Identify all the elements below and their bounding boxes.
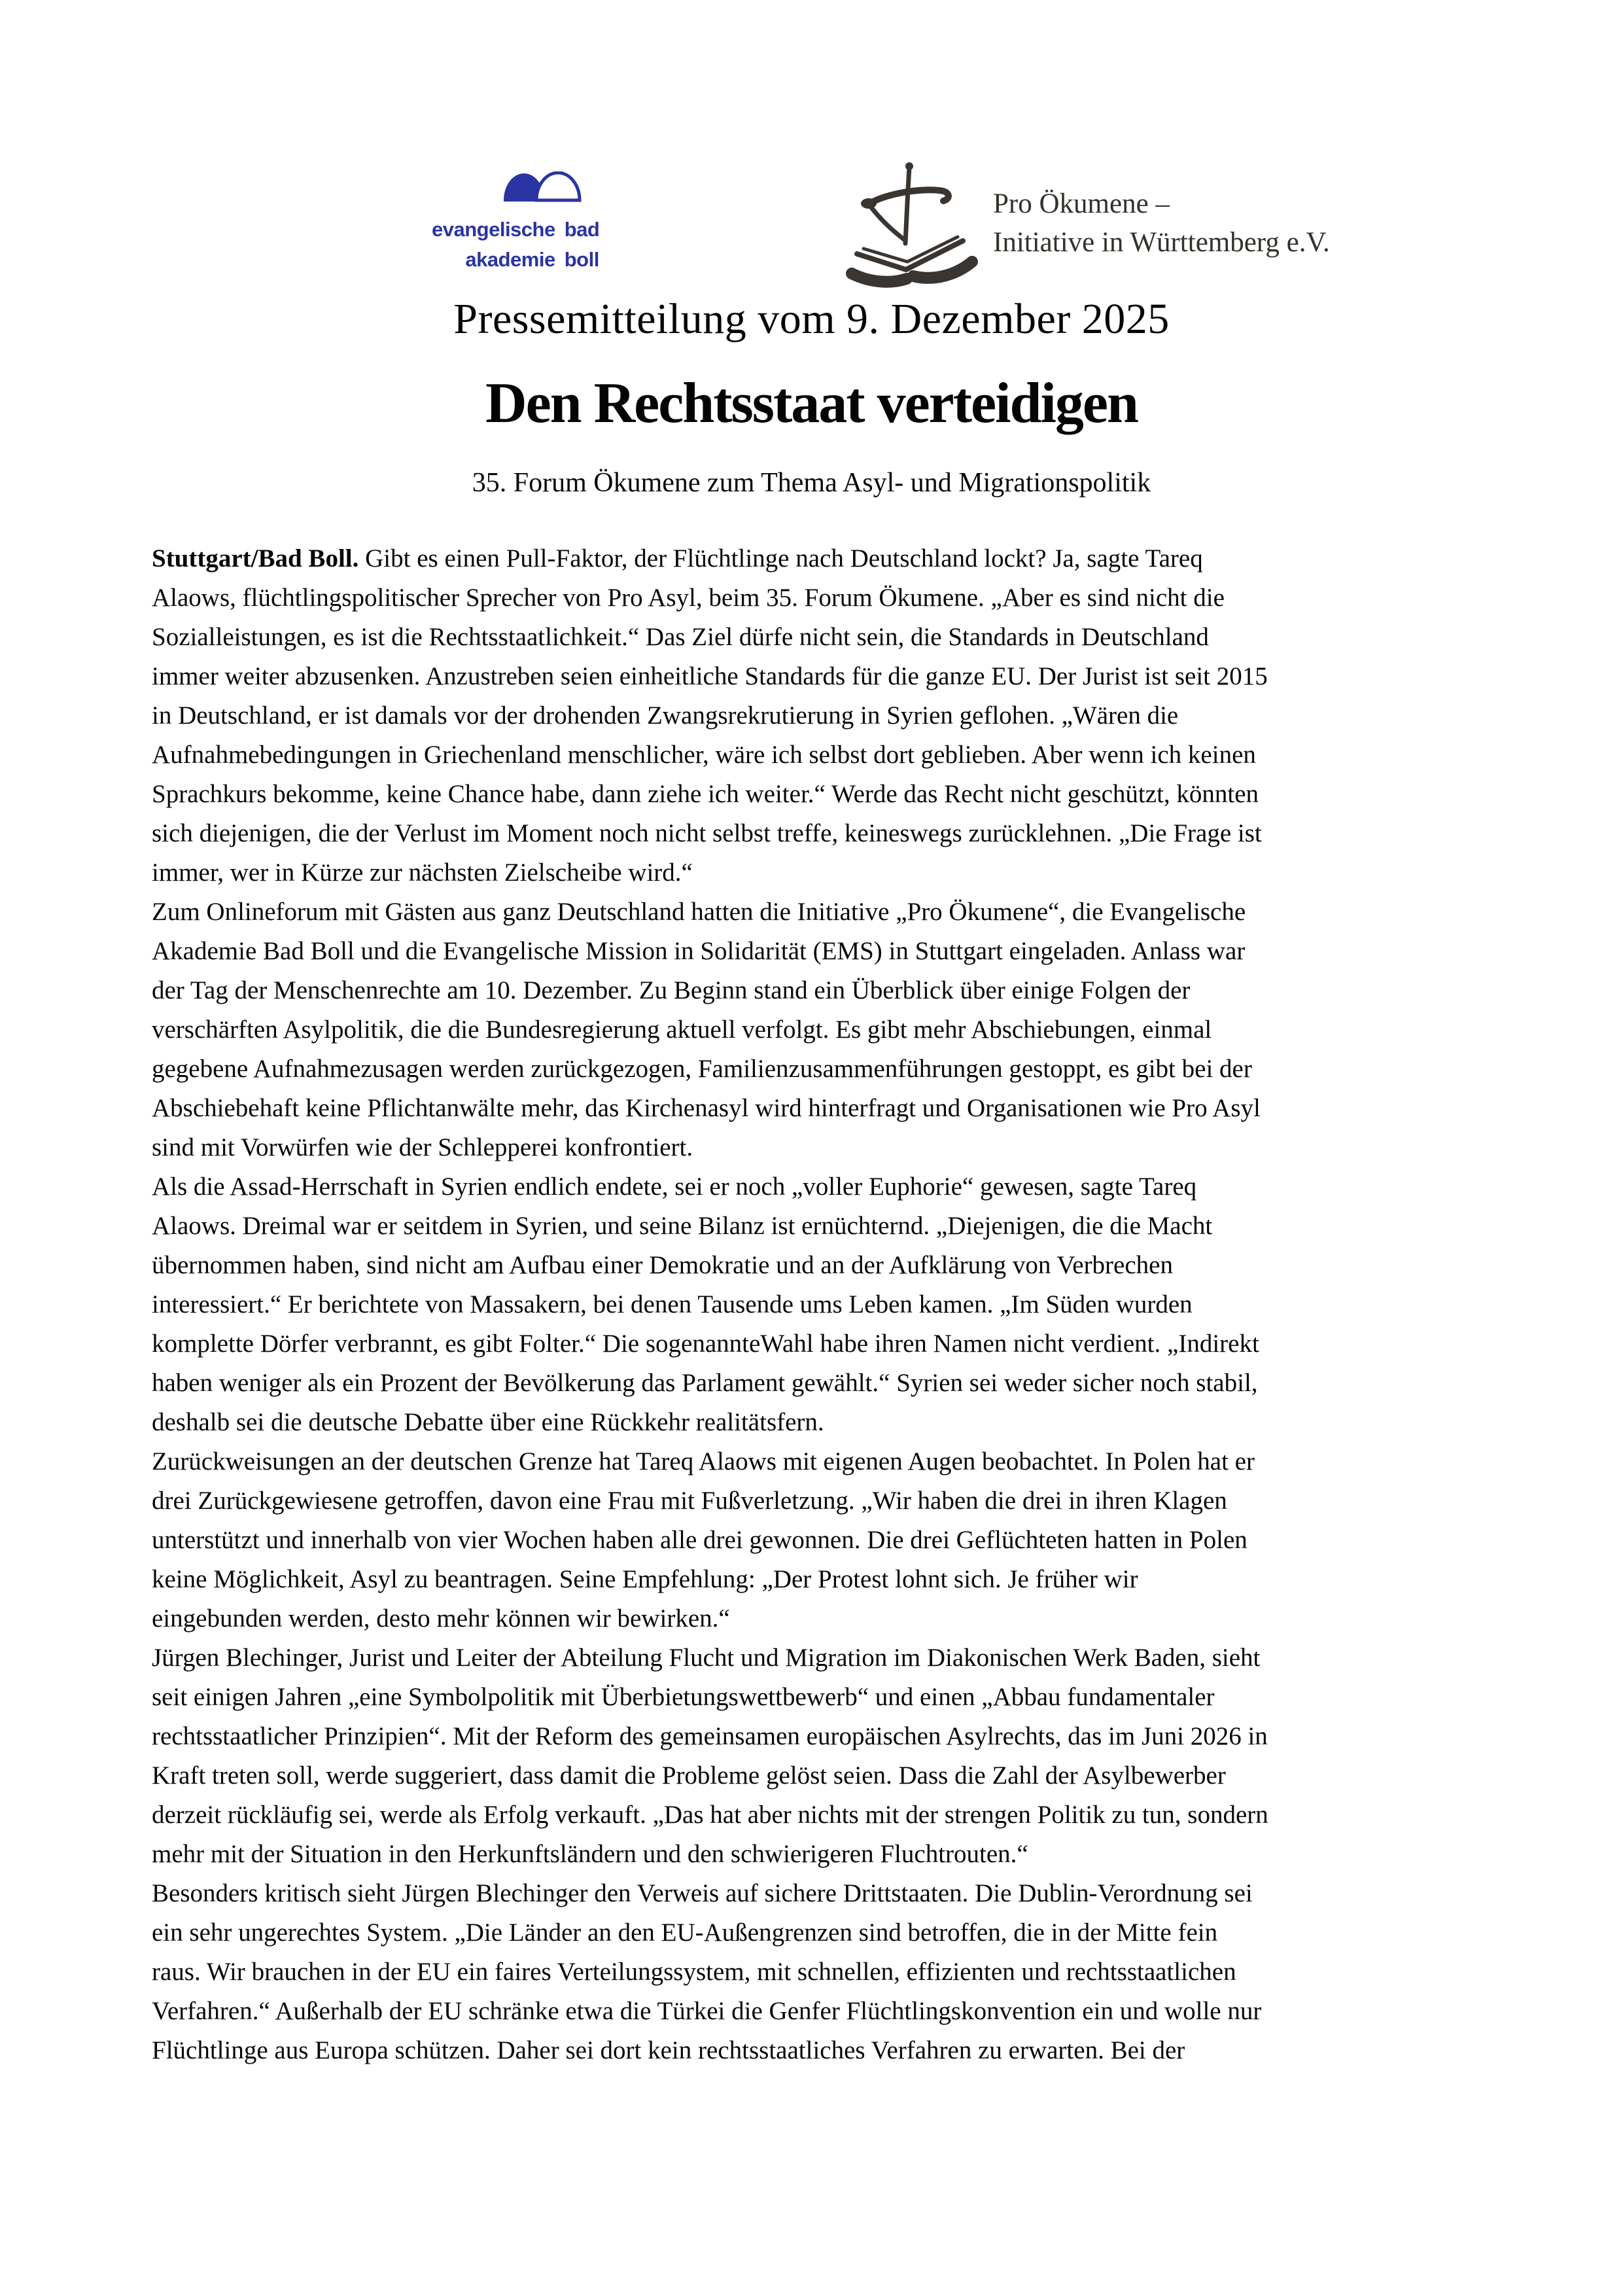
body-line: deshalb sei die deutsche Debatte über eine Rückkehr realitätsfern.	[152, 1408, 824, 1436]
body-line: eingebunden werden, desto mehr können wir bewirken.“	[152, 1604, 730, 1633]
body-line: drei Zurückgewiesene getroffen, davon eine Frau mit Fußverletzung. „Wir haben die drei in ihren Klagen	[152, 1487, 1227, 1515]
body-line: Akademie Bad Boll und die Evangelische Mission in Solidarität (EMS) in Stuttgart eingeladen. Anlass war	[152, 937, 1246, 965]
body-line: Aufnahmebedingungen in Griechenland menschlicher, wäre ich selbst dort geblieben. Aber wenn ich keinen	[152, 741, 1256, 769]
body-line: Abschiebehaft keine Pflichtanwälte mehr, das Kirchenasyl wird hinterfragt und Organisationen wie Pro Asyl	[152, 1094, 1261, 1122]
article-body	[152, 539, 1480, 2070]
body-line: rechtsstaatlicher Prinzipien“. Mit der Reform des gemeinsamen europäischen Asylrechts, das im Juni 2026 in	[152, 1722, 1268, 1750]
body-line: Alaows. Dreimal war er seitdem in Syrien, und seine Bilanz ist ernüchternd. „Diejenigen, die die Macht	[152, 1212, 1213, 1240]
dateline: Pressemitteilung vom 9. Dezember 2025	[453, 295, 1170, 343]
body-line: mehr mit der Situation in den Herkunftsländern und den schwierigeren Fluchtrouten.“	[152, 1840, 1028, 1868]
body-line: Sprachkurs bekomme, keine Chance habe, dann ziehe ich weiter.“ Werde das Recht nicht geschützt, könnten	[152, 780, 1259, 808]
logo-word: bad	[564, 218, 600, 241]
body-lead-text: Gibt es einen Pull-Faktor, der Flüchtlinge nach Deutschland lockt? Ja, sagte Tareq	[358, 544, 1203, 573]
body-line: haben weniger als ein Prozent der Bevölkerung das Parlament gewählt.“ Syrien sei weder sicher noch stabil,	[152, 1369, 1258, 1397]
body-line: Verfahren.“ Außerhalb der EU schränke etwa die Türkei die Genfer Flüchtlingskonvention ein und wolle nur	[152, 1997, 1262, 2025]
body-line: in Deutschland, er ist damals vor der drohenden Zwangsrekrutierung in Syrien geflohen. „Wären die	[152, 701, 1179, 730]
body-line: seit einigen Jahren „eine Symbolpolitik mit Überbietungswettbewerb“ und einen „Abbau fundamentaler	[152, 1683, 1215, 1711]
body-line: Zum Onlineforum mit Gästen aus ganz Deutschland hatten die Initiative „Pro Ökumene“, die Evangelische	[152, 898, 1246, 926]
body-line: sind mit Vorwürfen wie der Schlepperei konfrontiert.	[152, 1133, 693, 1161]
boat-with-cross-icon	[844, 157, 985, 291]
body-line: sich diejenigen, die der Verlust im Moment noch nicht selbst treffe, keineswegs zurücklehnen. „Die Frage ist	[152, 819, 1262, 847]
body-line: Jürgen Blechinger, Jurist und Leiter der Abteilung Flucht und Migration im Diakonischen Werk Baden, sieht	[152, 1644, 1261, 1672]
logo-word: evangelische	[432, 218, 555, 241]
body-line: Zurückweisungen an der deutschen Grenze hat Tareq Alaows mit eigenen Augen beobachtet. In Polen hat er	[152, 1447, 1255, 1475]
body-line: übernommen haben, sind nicht am Aufbau einer Demokratie und an der Aufklärung von Verbrechen	[152, 1251, 1173, 1279]
dateline-lead-label: Stuttgart/Bad Boll.	[152, 544, 359, 573]
body-line: verschärften Asylpolitik, die die Bundesregierung aktuell verfolgt. Es gibt mehr Abschiebungen, einmal	[152, 1016, 1212, 1044]
page-title: Den Rechtsstaat verteidigen	[485, 372, 1138, 435]
body-line: immer, wer in Kürze zur nächsten Zielscheibe wird.“	[152, 858, 693, 887]
body-lines	[152, 578, 1480, 2070]
logo-line: Pro Ökumene –	[993, 188, 1170, 219]
body-line: keine Möglichkeit, Asyl zu beantragen. Seine Empfehlung: „Der Protest lohnt sich. Je früher wir	[152, 1565, 1138, 1593]
body-line: Kraft treten soll, werde suggeriert, dass damit die Probleme gelöst seien. Dass die Zahl der Asylbewerber	[152, 1761, 1226, 1790]
body-line: Sozialleistungen, es ist die Rechtsstaatlichkeit.“ Das Ziel dürfe nicht sein, die Standards in Deutschland	[152, 623, 1209, 651]
logo-word: akademie	[465, 248, 555, 271]
body-line: derzeit rückläufig sei, werde als Erfolg verkauft. „Das hat aber nichts mit der strengen Politik zu tun, sondern	[152, 1801, 1268, 1829]
body-line: komplette Dörfer verbrannt, es gibt Folter.“ Die sogenannteWahl habe ihren Namen nicht verdient. „Indirekt	[152, 1330, 1259, 1358]
logo-line: Initiative in Württemberg e.V.	[993, 227, 1330, 258]
body-line: Flüchtlinge aus Europa schützen. Daher sei dort kein rechtsstaatliches Verfahren zu erwarten. Bei der	[152, 2036, 1185, 2064]
body-lead-line	[152, 539, 1480, 578]
pro-oekumene-logo-text	[993, 185, 1451, 262]
body-line: unterstützt und innerhalb von vier Wochen haben alle drei gewonnen. Die drei Geflüchteten hatten in Polen	[152, 1526, 1248, 1554]
body-line: der Tag der Menschenrechte am 10. Dezember. Zu Beginn stand ein Überblick über einige Folgen der	[152, 976, 1191, 1004]
body-line: Besonders kritisch sieht Jürgen Blechinger den Verweis auf sichere Drittstaaten. Die Dublin-Verordnung sei	[152, 1879, 1253, 1907]
subtitle: 35. Forum Ökumene zum Thema Asyl- und Migrationspolitik	[472, 468, 1151, 498]
body-line: gegebene Aufnahmezusagen werden zurückgezogen, Familienzusammenführungen gestoppt, es gibt bei der	[152, 1055, 1252, 1083]
body-line: raus. Wir brauchen in der EU ein faires Verteilungssystem, mit schnellen, effizienten und rechtsstaatlichen	[152, 1958, 1236, 1986]
body-line: Alaows, flüchtlingspolitischer Sprecher von Pro Asyl, beim 35. Forum Ökumene. „Aber es sind nicht die	[152, 584, 1225, 612]
body-line: interessiert.“ Er berichtete von Massakern, bei denen Tausende ums Leben kamen. „Im Süden wurden	[152, 1290, 1193, 1318]
logo-word: boll	[564, 248, 599, 271]
body-line: Als die Assad-Herrschaft in Syrien endlich endete, sei er noch „voller Euphorie“ gewesen, sagte Tareq	[152, 1173, 1197, 1201]
two-arches-icon	[502, 171, 582, 204]
body-line: ein sehr ungerechtes System. „Die Länder an den EU-Außengrenzen sind betroffen, die in der Mitte fein	[152, 1918, 1218, 1947]
body-line: immer weiter abzusenken. Anzustreben seien einheitliche Standards für die ganze EU. Der Jurist ist seit 2015	[152, 662, 1268, 690]
akademie-logo-text	[432, 215, 600, 275]
